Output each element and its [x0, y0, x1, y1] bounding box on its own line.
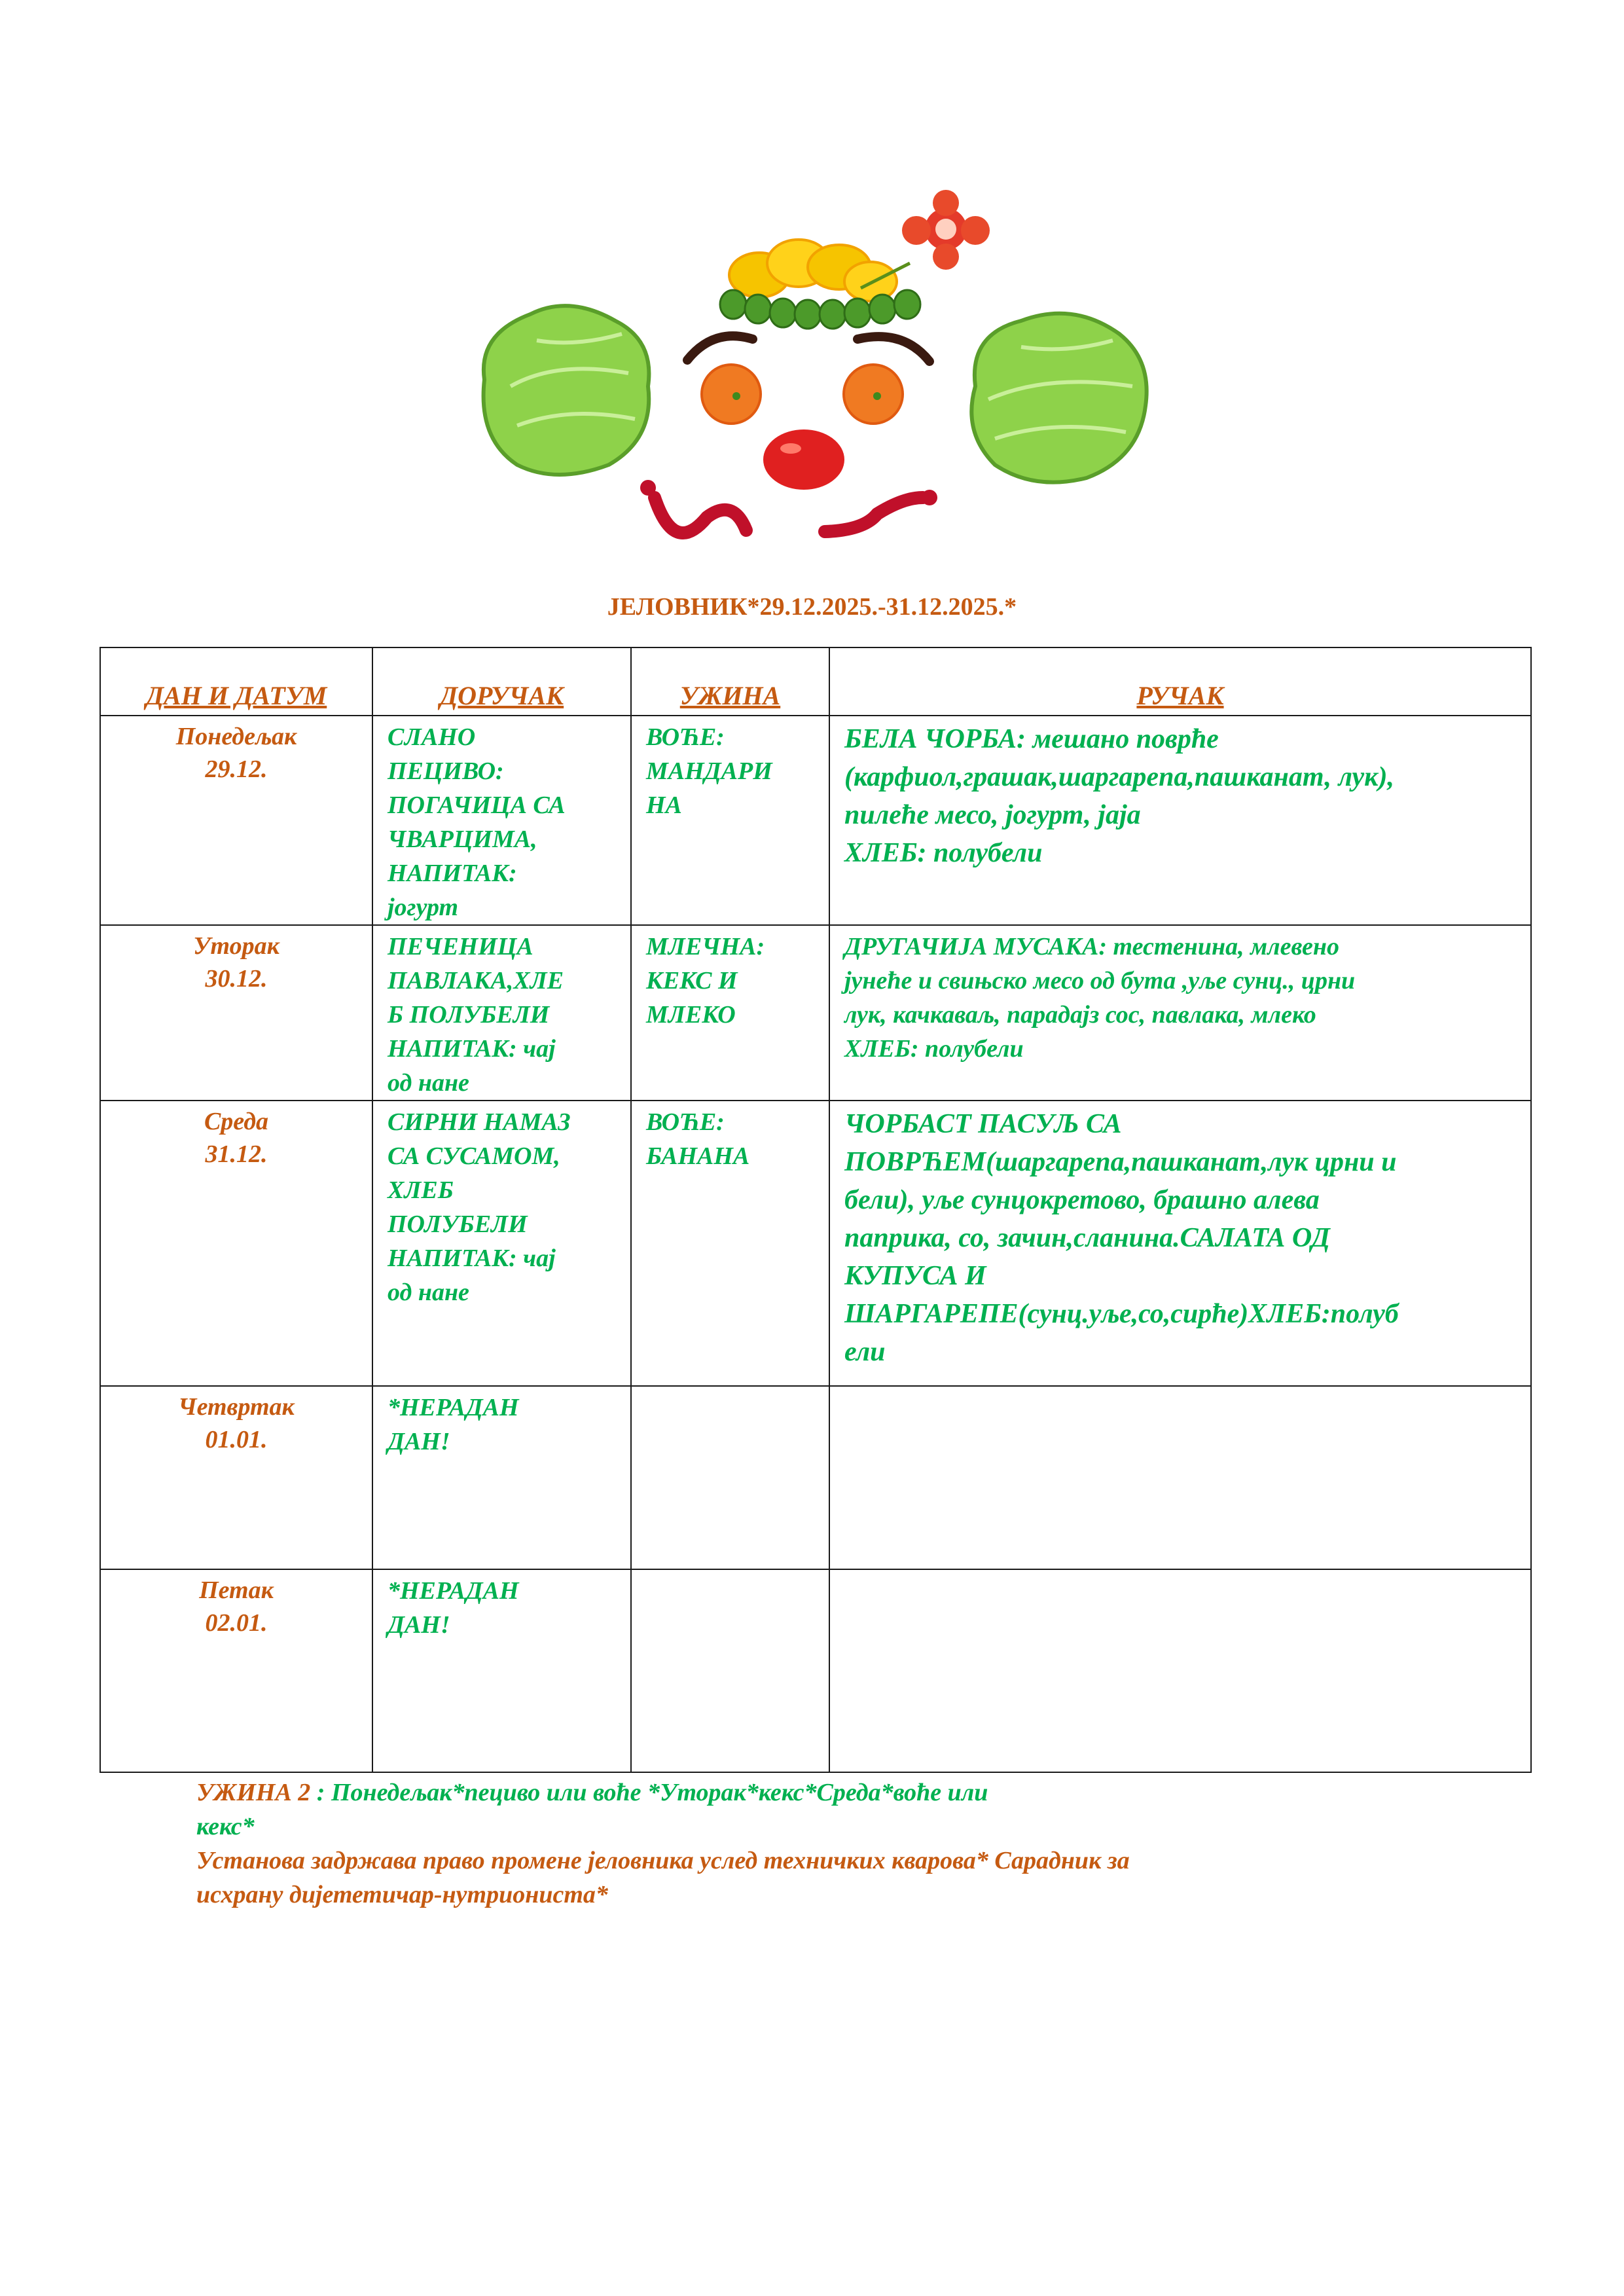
breakfast-line: СЛАНО: [388, 723, 476, 751]
day-name: Петак: [199, 1576, 274, 1604]
breakfast-line: НАПИТАК: чај: [388, 1035, 556, 1063]
lunch-line: пилеће месо, јогурт, јаја: [844, 800, 1141, 830]
disclaimer-line-2: исхрану дијететичар-нутриониста*: [196, 1881, 608, 1908]
table-row: [100, 1101, 1531, 1386]
lunch-cell: [829, 716, 1531, 925]
breakfast-line: *НЕРАДАН: [388, 1577, 519, 1605]
snack-line: БАНАНА: [646, 1142, 750, 1170]
breakfast-line: ПАВЛАКА,ХЛЕ: [388, 967, 564, 994]
right-eyebrow: [857, 337, 929, 361]
day-cell: [100, 1101, 372, 1386]
snack-line: МАНДАРИ: [646, 757, 772, 785]
lunch-line: ПОВРЋЕМ(шаргарепа,пашканат,лук црни и: [844, 1147, 1397, 1177]
breakfast-line: ЧВАРЦИМА,: [388, 826, 537, 853]
lunch-line: ХЛЕБ: полубели: [844, 1035, 1024, 1063]
ketchup-smile: [655, 498, 923, 533]
snack-cell: [631, 925, 829, 1101]
disclaimer-line-1: Установа задржава право промене јеловника услед техничких кварова* Сарадник за: [196, 1847, 1130, 1874]
snack-line: ВОЋЕ:: [646, 1108, 725, 1136]
menu-title: ЈЕЛОВНИК*29.12.2025.-31.12.2025.*: [607, 593, 1017, 621]
day-date: 01.01.: [205, 1426, 268, 1453]
breakfast-cell: [372, 1386, 631, 1569]
menu-table: [99, 647, 1532, 1773]
left-lettuce: [484, 306, 649, 475]
lunch-line: БЕЛА ЧОРБА: мешано поврће: [844, 724, 1219, 754]
lunch-cell: [829, 1569, 1531, 1772]
breakfast-line: ПЕЧЕНИЦА: [388, 933, 533, 960]
breakfast-line: јогурт: [388, 894, 459, 921]
snack-cell: [631, 1386, 829, 1569]
left-carrot-eye: [702, 365, 761, 424]
lunch-line: лук, качкаваљ, парадајз сос, павлака, млеко: [844, 1001, 1316, 1029]
lunch-line: ЧОРБАСТ ПАСУЉ СА: [844, 1109, 1122, 1139]
lemon-slices-hat: [729, 240, 897, 301]
lunch-cell: [829, 925, 1531, 1101]
tomato-nose: [763, 429, 844, 490]
day-cell: [100, 1386, 372, 1569]
breakfast-line: *НЕРАДАН: [388, 1394, 519, 1421]
lunch-line: јунеће и свињско месо од бута ,уље сунц., црни: [844, 967, 1356, 994]
breakfast-line: ДАН!: [388, 1611, 450, 1639]
lunch-line: ШАРГАРЕПЕ(сунц.уље,со,сирће)ХЛЕБ:полуб: [844, 1299, 1399, 1329]
breakfast-cell: [372, 716, 631, 925]
snack-line: КЕКС И: [646, 967, 738, 994]
day-name: Понедељак: [175, 723, 297, 750]
breakfast-line: ХЛЕБ: [388, 1176, 454, 1204]
table-row: [100, 1569, 1531, 1772]
lunch-line: паприка, со, зачин,сланина.САЛАТА ОД: [844, 1223, 1330, 1253]
column-header-breakfast: ДОРУЧАК: [372, 647, 631, 716]
table-row: [100, 925, 1531, 1101]
breakfast-line: СА СУСАМОМ,: [388, 1142, 560, 1170]
lunch-line: ели: [844, 1337, 886, 1367]
table-row: [100, 1386, 1531, 1569]
snack-line: НА: [646, 792, 682, 819]
lunch-line: ХЛЕБ: полубели: [844, 838, 1043, 868]
breakfast-cell: [372, 1101, 631, 1386]
column-header-lunch: РУЧАК: [829, 647, 1531, 716]
lunch-cell: [829, 1101, 1531, 1386]
lunch-line: КУПУСА И: [844, 1261, 986, 1291]
lunch-cell: [829, 1386, 1531, 1569]
breakfast-line: НАПИТАК: чај: [388, 1245, 556, 1272]
lunch-line: бели), уље сунцокретово, брашно алева: [844, 1185, 1320, 1215]
breakfast-line: од нане: [388, 1279, 469, 1306]
breakfast-line: од нане: [388, 1069, 469, 1097]
breakfast-line: СИРНИ НАМАЗ: [388, 1108, 571, 1136]
snack-cell: [631, 1101, 829, 1386]
breakfast-line: ПЕЦИВО:: [388, 757, 504, 785]
column-header-snack: УЖИНА: [631, 647, 829, 716]
day-name: Среда: [204, 1108, 269, 1135]
snack2-text: : Понедељак*пециво или воће *Уторак*кекс*Среда*воће или: [310, 1779, 988, 1806]
right-carrot-eye: [844, 365, 903, 424]
right-lettuce: [971, 314, 1146, 483]
lunch-line: ДРУГАЧИЈА МУСАКА: тестенина, млевено: [844, 933, 1339, 960]
day-cell: [100, 1569, 372, 1772]
day-name: Уторак: [193, 932, 280, 960]
breakfast-cell: [372, 925, 631, 1101]
clown-face-illustration: [458, 190, 1165, 556]
breakfast-line: ПОЛУБЕЛИ: [388, 1211, 528, 1238]
day-cell: [100, 925, 372, 1101]
day-cell: [100, 716, 372, 925]
snack-line: МЛЕКО: [646, 1001, 736, 1029]
day-date: 31.12.: [205, 1140, 268, 1168]
snack-cell: [631, 1569, 829, 1772]
snack-line: МЛЕЧНА:: [646, 933, 765, 960]
table-header-row: [100, 647, 1531, 716]
footer-notes: [196, 1776, 1440, 1912]
day-name: Четвртак: [178, 1393, 295, 1421]
breakfast-line: НАПИТАК:: [388, 860, 517, 887]
day-date: 30.12.: [205, 965, 268, 993]
snack2-line: [196, 1776, 1440, 1810]
left-eyebrow: [687, 336, 753, 360]
snack2-text-cont: кекс*: [196, 1813, 255, 1840]
lunch-line: (карфиол,грашак,шаргарепа,пашканат, лук),: [844, 762, 1394, 792]
day-date: 29.12.: [205, 756, 268, 783]
snack2-label: УЖИНА 2: [196, 1779, 311, 1806]
breakfast-line: Б ПОЛУБЕЛИ: [388, 1001, 550, 1029]
table-row: [100, 716, 1531, 925]
breakfast-cell: [372, 1569, 631, 1772]
breakfast-line: ДАН!: [388, 1428, 450, 1455]
snack-line: ВОЋЕ:: [646, 723, 725, 751]
breakfast-line: ПОГАЧИЦА СА: [388, 792, 566, 819]
column-header-day: ДАН И ДАТУМ: [100, 647, 372, 716]
day-date: 02.01.: [205, 1609, 268, 1637]
snack-cell: [631, 716, 829, 925]
